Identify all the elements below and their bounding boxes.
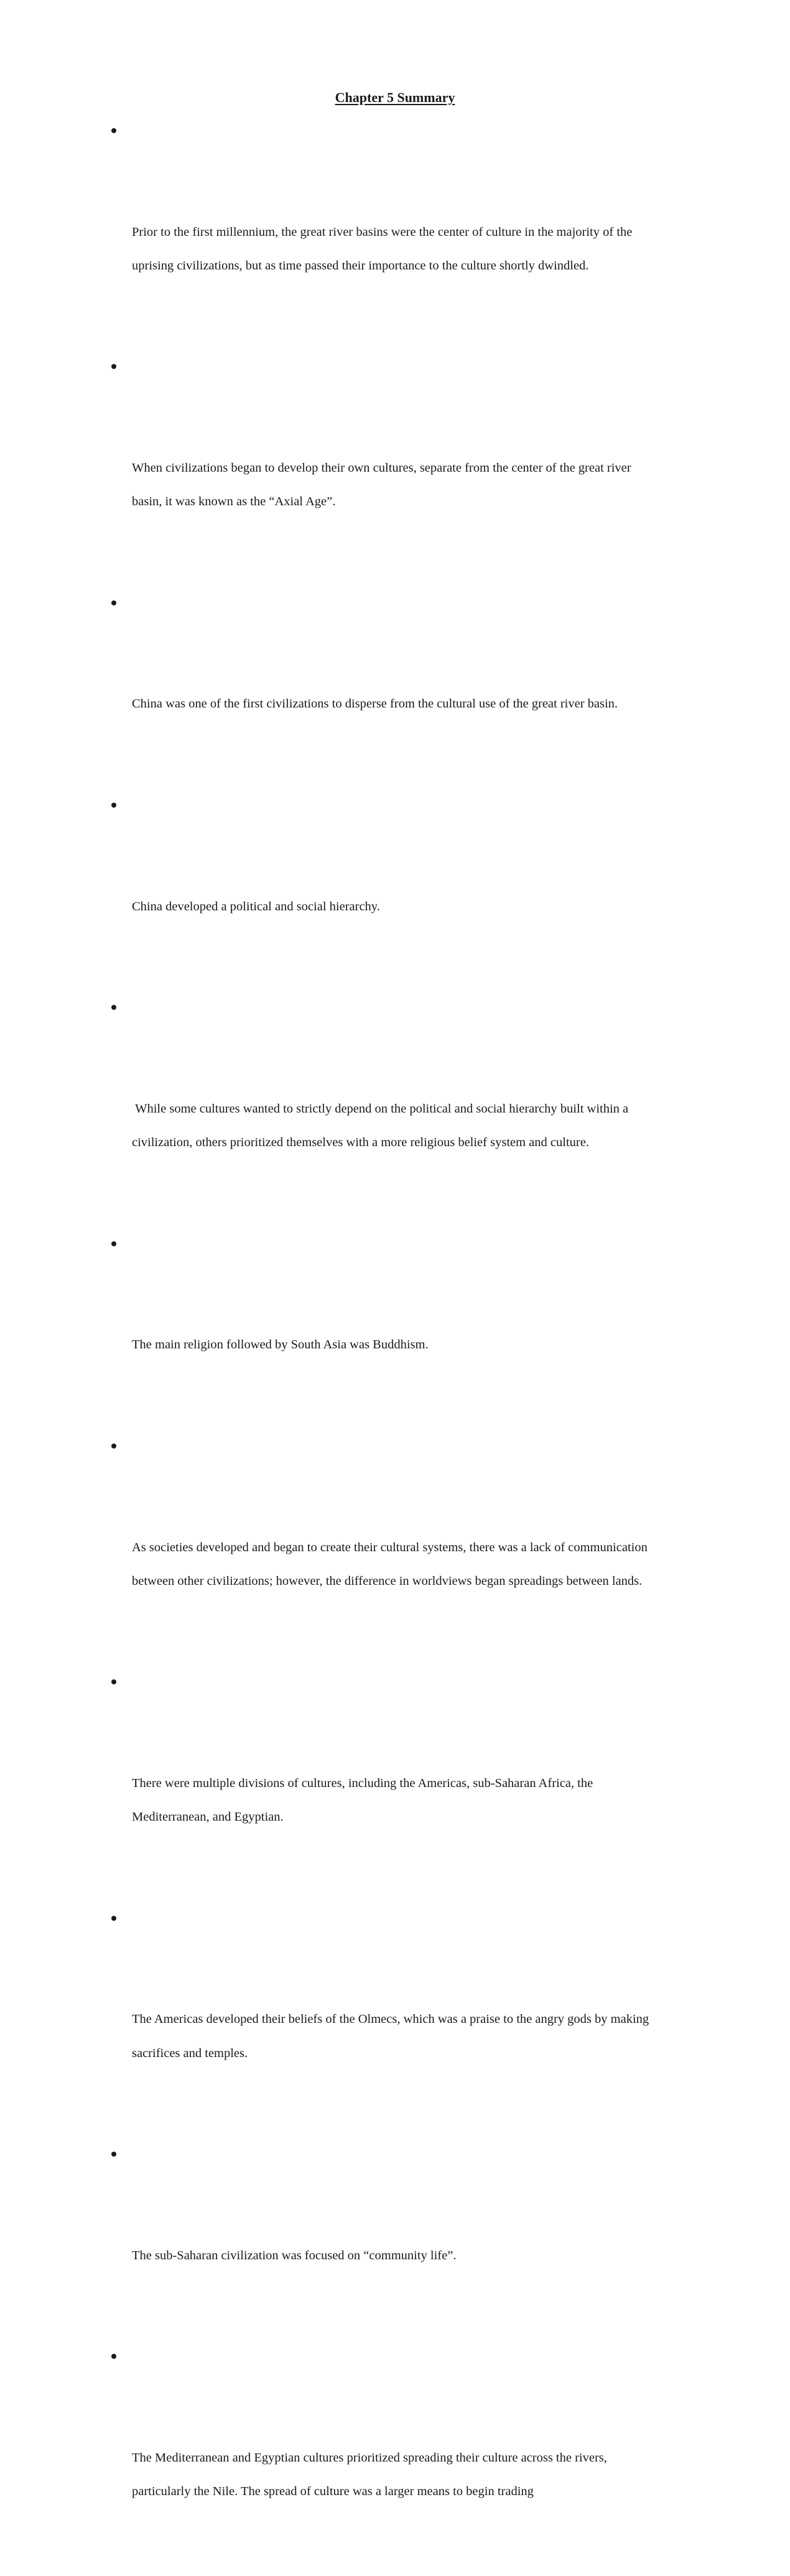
list-item-text: There were multiple divisions of cultures, including the Americas, sub-Saharan Africa, the Mediterranean, and Egyptian. <box>132 1776 597 1824</box>
bullet-icon <box>111 364 116 369</box>
bullet-icon <box>111 1916 116 1921</box>
bullet-list <box>109 114 659 2576</box>
list-item <box>109 1665 659 1901</box>
bullet-icon <box>111 1241 116 1246</box>
list-item <box>109 2340 659 2575</box>
bullet-icon <box>111 1679 116 1684</box>
list-item-text: When civilizations began to develop their own cultures, separate from the center of the great river basin, it was known as the “Axial Age”. <box>132 461 634 509</box>
list-item-text: While some cultures wanted to strictly depend on the political and social hierarchy built within a civilization, others prioritized themselves with a more religious belief system and culture. <box>132 1101 632 1150</box>
list-item <box>109 1227 659 1429</box>
list-item <box>109 114 659 350</box>
list-item <box>109 1902 659 2137</box>
list-item <box>109 2137 659 2340</box>
list-item-text: The main religion followed by South Asia was Buddhism. <box>132 1338 429 1352</box>
bullet-icon <box>111 1444 116 1449</box>
list-item <box>109 586 659 788</box>
bullet-icon <box>111 600 116 605</box>
bullet-icon <box>111 1005 116 1010</box>
list-item-text: The Americas developed their beliefs of the Olmecs, which was a praise to the angry gods by making sacrifices and temples. <box>132 2012 653 2060</box>
page-title: Chapter 5 Summary <box>335 90 455 105</box>
list-item <box>109 991 659 1226</box>
bullet-icon <box>111 2354 116 2359</box>
list-item <box>109 788 659 991</box>
list-item-text: China was one of the first civilizations to disperse from the cultural use of the great river basin. <box>132 697 618 711</box>
list-item-text: As societies developed and began to create their cultural systems, there was a lack of communication between other civilizations; however, the difference in worldviews began spreadings between lands. <box>132 1540 651 1588</box>
list-item-text: Prior to the first millennium, the great river basins were the center of culture in the majority of the uprising civilizations, but as time passed their importance to the culture shortly dwindled. <box>132 225 636 273</box>
bullet-icon <box>111 2152 116 2157</box>
bullet-icon <box>111 803 116 808</box>
list-item-text: The Mediterranean and Egyptian cultures prioritized spreading their culture across the rivers, particularly the Nile. The spread of culture was a larger means to begin trading <box>132 2451 611 2499</box>
list-item-text: The sub-Saharan civilization was focused on “community life”. <box>132 2248 457 2262</box>
list-item <box>109 350 659 586</box>
bullet-icon <box>111 128 116 133</box>
list-item-text: China developed a political and social hierarchy. <box>132 899 380 913</box>
list-item <box>109 1429 659 1665</box>
